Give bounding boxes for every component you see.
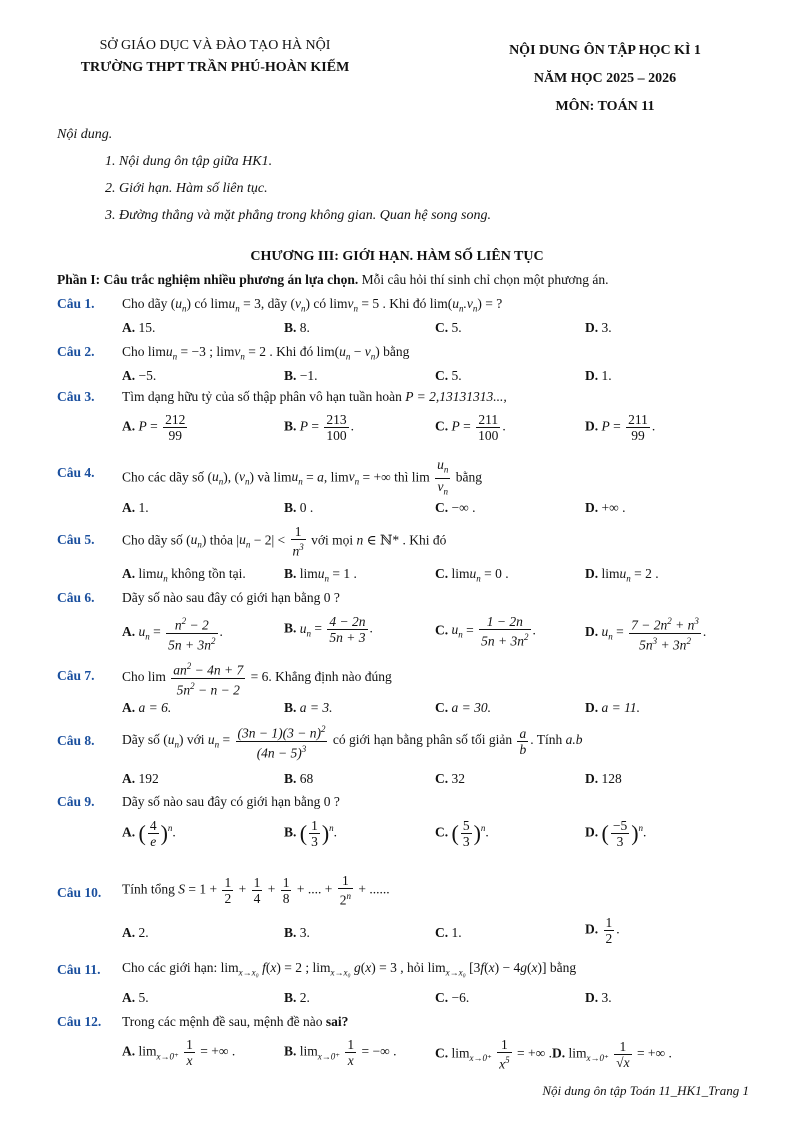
question-label: Câu 5. <box>57 532 95 547</box>
option: D. 1. <box>585 368 612 383</box>
option: D. 3. <box>585 320 612 335</box>
option: A. limu$_n$ không tồn tại. <box>122 566 246 584</box>
option: B. 68 <box>284 771 314 786</box>
school-name: TRƯỜNG THPT TRẦN PHÚ-HOÀN KIẾM <box>80 60 350 75</box>
document-title: NỘI DUNG ÔN TẬP HỌC KÌ 1 <box>509 43 701 58</box>
department-name: SỞ GIÁO DỤC VÀ ĐÀO TẠO HÀ NỘI <box>99 38 331 53</box>
question-label: Câu 12. <box>57 1014 102 1029</box>
intro-item-3: 3. Đường thẳng và mặt phẳng trong không gian. Quan hệ song song. <box>105 208 491 223</box>
option: A. 2. <box>122 925 149 940</box>
question-label: Câu 10. <box>57 885 102 900</box>
question-label: Câu 7. <box>57 668 95 683</box>
option: A. 5. <box>122 990 149 1005</box>
option: C. −6. <box>435 990 470 1005</box>
option: A. $\lim_{x\to 0^+}$ $\frac{1}{x}$ = +∞ . <box>122 1037 236 1068</box>
question-label: Câu 1. <box>57 296 95 311</box>
page-footer: Nội dung ôn tập Toán 11_HK1_Trang 1 <box>542 1083 749 1098</box>
question-text: Tính tổng S = 1 + $\frac{1}{2}$ + $\frac{1}{4}$ + $\frac{1}{8}$ + .... + $\frac{1}{2^n}$ + ...... <box>122 873 390 908</box>
option: B. a = 3. <box>284 700 333 715</box>
option: C. −∞ . <box>435 500 476 515</box>
question-text: Dãy số nào sau đây có giới hạn bằng 0 ? <box>122 794 340 809</box>
subject: MÔN: TOÁN 11 <box>555 99 655 114</box>
option: D. P = $\frac{211}{99}$ . <box>585 412 656 443</box>
option: A. 1. <box>122 500 149 515</box>
option: D. 128 <box>585 771 622 786</box>
question-text: Cho các giới hạn: $\lim_{x\to x_0} f(x) = 2$ ; $\lim_{x\to x_0} g(x) = 3$ , hỏi $\lim_{x\to x_0} [3f(x) - 4g(x)]$ bằng <box>122 960 577 978</box>
option: B. −1. <box>284 368 318 383</box>
option: A. 192 <box>122 771 159 786</box>
option: B. 3. <box>284 925 310 940</box>
intro-item-2: 2. Giới hạn. Hàm số liên tục. <box>105 181 268 196</box>
option: C. 5. <box>435 368 462 383</box>
option: B. 2. <box>284 990 310 1005</box>
part-heading-bold: Phần I: Câu trắc nghiệm nhiều phương án lựa chọn. <box>57 272 359 287</box>
option: D. ( $\frac{-5}{3}$ )$^n$. <box>585 818 647 849</box>
question-text: Cho các dãy số $(u_n)$, $(v_n)$ và limu$_n$ = a, limv$_n$ = +∞ thì lim $\frac{u_n}{v_n}$ bằng <box>122 457 482 497</box>
option: C. 1. <box>435 925 462 940</box>
question-text: Dãy số nào sau đây có giới hạn bằng 0 ? <box>122 590 340 605</box>
question-label: Câu 2. <box>57 344 95 359</box>
header-right <box>440 43 770 127</box>
option: A. a = 6. <box>122 700 172 715</box>
intro-title: Nội dung. <box>57 127 113 142</box>
option: C. 32 <box>435 771 465 786</box>
question-text: Cho dãy số $(u_n)$ thỏa $|u_n - 2|$ < $\frac{1}{n^3}$ với mọi n ∈ ℕ* . Khi đó <box>122 524 447 559</box>
option: B. ( $\frac{1}{3}$ )$^n$. <box>284 818 338 849</box>
option: D. limu$_n$ = 2 . <box>585 566 659 584</box>
option: C. 5. <box>435 320 462 335</box>
question-label: Câu 4. <box>57 465 95 480</box>
header-left <box>40 38 390 76</box>
option: B. P = $\frac{213}{100}$ . <box>284 412 355 443</box>
option: A. −5. <box>122 368 157 383</box>
option: B. 8. <box>284 320 310 335</box>
option: D. $u_n$ = $\frac{7 - 2n^2 + n^3}{5n^3 + 3n^2}$ . <box>585 616 707 652</box>
option: D. 3. <box>585 990 612 1005</box>
option: C. limu$_n$ = 0 . <box>435 566 509 584</box>
option: B. $\lim_{x\to 0^+}$ $\frac{1}{x}$ = −∞ . <box>284 1037 397 1068</box>
chapter-title: CHƯƠNG III: GIỚI HẠN. HÀM SỐ LIÊN TỤC <box>250 249 544 264</box>
question-label: Câu 11. <box>57 962 101 977</box>
question-label: Câu 9. <box>57 794 95 809</box>
option: A. $u_n$ = $\frac{n^2 - 2}{5n + 3n^2}$ . <box>122 616 223 652</box>
option: C. $u_n$ = $\frac{1 - 2n}{5n + 3n^2}$ . <box>435 614 536 649</box>
school-year: NĂM HỌC 2025 – 2026 <box>533 71 677 86</box>
option: B. 0 . <box>284 500 314 515</box>
option: C. $\lim_{x\to 0^+}$ $\frac{1}{x^5}$ = +∞ .D. $\lim_{x\to 0^+}$ $\frac{1}{√x}$ = +∞ . <box>435 1037 672 1072</box>
question-label: Câu 6. <box>57 590 95 605</box>
part-heading <box>57 272 609 288</box>
question-text: Cho limu$_n$ = −3 ; limv$_n$ = 2 . Khi đó $\lim(u_n - v_n)$ bằng <box>122 344 410 362</box>
option: A. ( $\frac{4}{e}$ )$^n$. <box>122 818 176 849</box>
option: B. limu$_n$ = 1 . <box>284 566 357 584</box>
option: B. $u_n$ = $\frac{4 - 2n}{5n + 3}$ . <box>284 614 373 645</box>
option: D. +∞ . <box>585 500 626 515</box>
part-heading-text: Mỗi câu hỏi thí sinh chỉ chọn một phương án. <box>358 272 609 287</box>
option: D. $\frac{1}{2}$ . <box>585 915 620 946</box>
option: C. a = 30. <box>435 700 491 715</box>
intro-item-1: 1. Nội dung ôn tập giữa HK1. <box>105 154 273 169</box>
question-text: Cho lim $\frac{an^2 - 4n + 7}{5n^2 - n - 2}$ = 6. Khẳng định nào đúng <box>122 661 392 697</box>
option: C. P = $\frac{211}{100}$ . <box>435 412 506 443</box>
question-text: Cho dãy $(u_n)$ có limu$_n$ = 3, dãy $(v_n)$ có limv$_n$ = 5 . Khi đó $\lim(u_n.v_n)$ = ? <box>122 296 503 314</box>
option: A. 15. <box>122 320 156 335</box>
question-text: Trong các mệnh đề sau, mệnh đề nào sai? <box>122 1014 349 1029</box>
option: C. ( $\frac{5}{3}$ )$^n$. <box>435 818 489 849</box>
option: D. a = 11. <box>585 700 640 715</box>
question-label: Câu 8. <box>57 733 95 748</box>
question-text: Dãy số $(u_n)$ với $u_n$ = $\frac{(3n - 1)(3 - n)^2}{(4n - 5)^3}$ có giới hạn bằng phân số tối giản $\frac{a}{b}$ . Tính a.b <box>122 724 583 760</box>
question-text: Tìm dạng hữu tỷ của số thập phân vô hạn tuần hoàn P = 2,13131313..., <box>122 389 507 404</box>
question-label: Câu 3. <box>57 389 95 404</box>
option: A. P = $\frac{212}{99}$ <box>122 412 186 443</box>
